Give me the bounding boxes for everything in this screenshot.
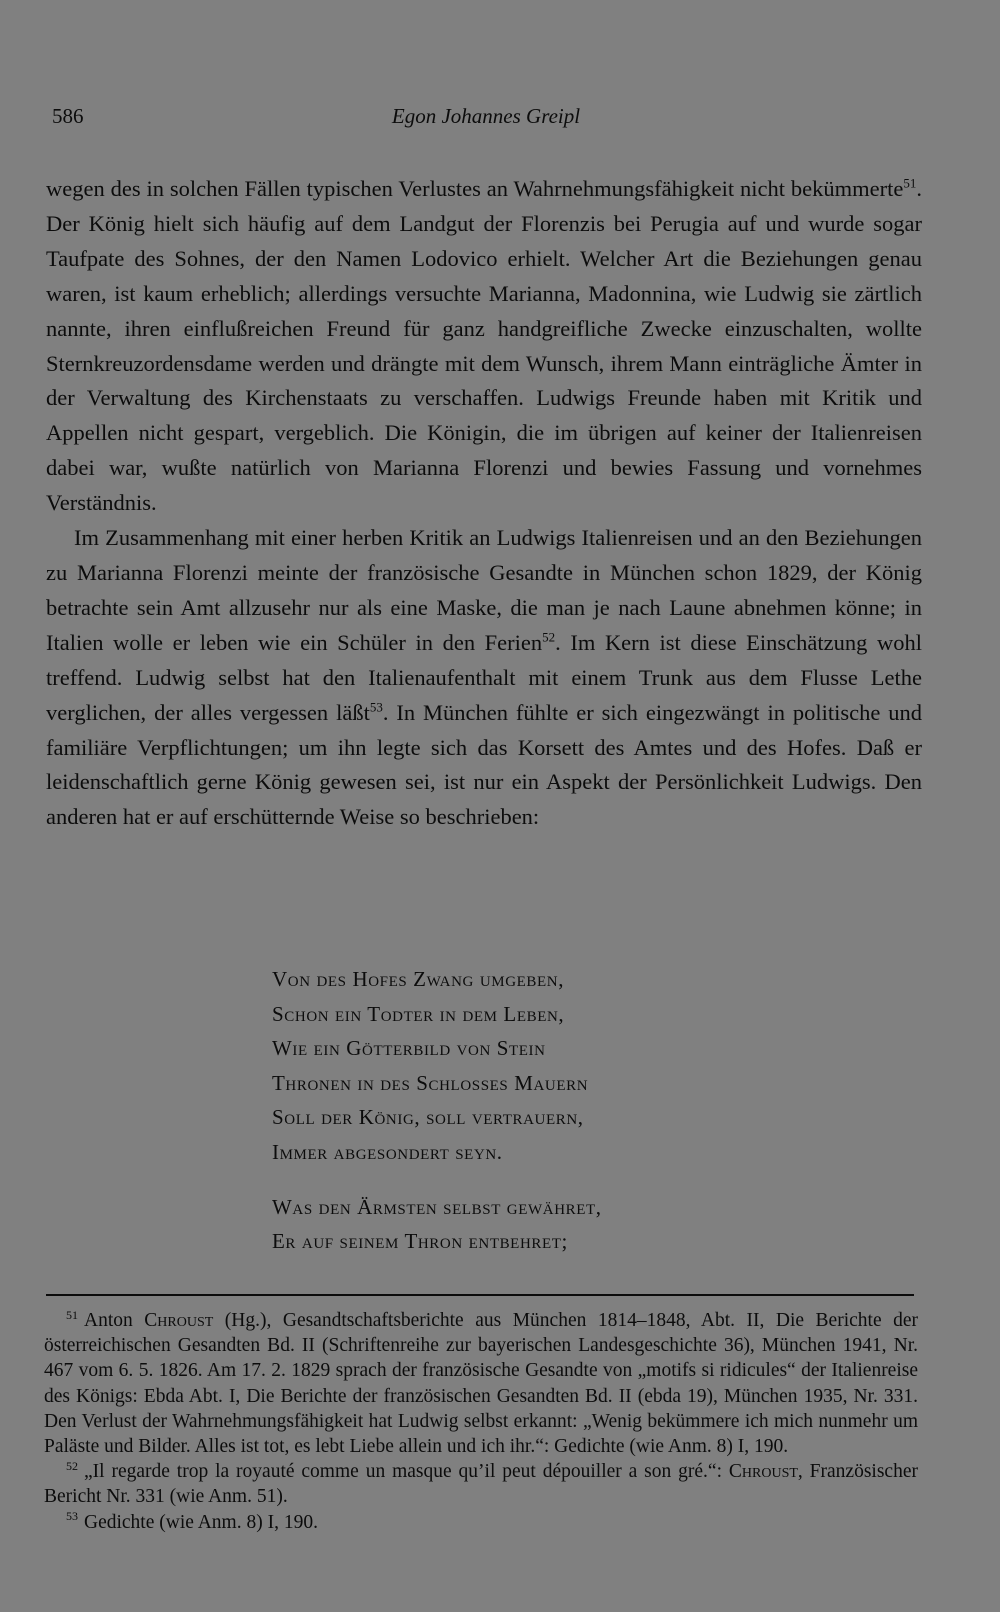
footnote-mark: 53 (66, 1509, 78, 1524)
page-header (52, 104, 920, 138)
poem-line: Was den Ärmsten selbst gewähret, (272, 1194, 602, 1219)
poem-line: Immer abgesondert seyn. (272, 1139, 503, 1164)
text-run: „Il regarde trop la royauté comme un masque qu’il peut dépouiller a son gré.“: (84, 1461, 729, 1483)
poem-line: Schon ein Todter in dem Leben, (272, 1001, 565, 1026)
footnote-52 (44, 1459, 918, 1509)
poem (272, 962, 602, 1259)
footnote-51 (44, 1308, 918, 1459)
poem-stanza-1 (272, 962, 602, 1170)
text-run: . Im Kern ist diese Einschätzung wohl treffend. Ludwig selbst hat den Italienaufenthalt mit einem Trunk aus dem Flusse Lethe verglichen, der alles vergessen läßt (46, 629, 922, 725)
running-head: Egon Johannes Greipl (391, 104, 581, 128)
poem-stanza-2 (272, 1190, 602, 1259)
footnote-mark: 52 (66, 1458, 78, 1473)
poem-line: Wie ein Götterbild von Stein (272, 1036, 546, 1061)
body-text (46, 172, 922, 835)
footnotes (44, 1308, 918, 1535)
text-run: (Hg.), Gesandtschaftsberichte aus München 1814–1848, Abt. II, Die Berichte der österreichischen Gesandten Bd. II (Schriftenreihe zur bayerischen Landesgeschichte 36), München 1941, Nr. 467 vom 6. 5. 1826. Am 17. 2. 1829 sprach der französische Gesandte von „motifs si ridicules“ der Italienreise des Königs: Ebda Abt. I, Die Berichte der französischen Gesandten Bd. II (ebda 19), München 1935, Nr. 331. Den Verlust der Wahrnehmungsfähigkeit hat Ludwig selbst erkannt: „Wenig bekümmere ich mich nunmehr um Paläste und Bilder. Alles ist tot, es lebt Liebe allein und ich ihr.“: Gedichte (wie Anm. 8) I, 190. (44, 1310, 919, 1458)
footnote-ref-53: 53 (369, 699, 383, 715)
poem-line: Thronen in des Schlosses Mauern (272, 1070, 589, 1095)
poem-line: Von des Hofes Zwang umgeben, (272, 967, 565, 991)
text-run: Gedichte (wie Anm. 8) I, 190. (84, 1511, 318, 1533)
footnote-ref-51: 51 (903, 175, 917, 191)
footnote-ref-52: 52 (542, 629, 556, 645)
text-run: . In München fühlte er sich eingezwängt in politische und familiäre Verpflichtungen; um ihn legte sich das Korsett des Amtes und des Hofes. Daß er leidenschaftlich gerne König gewesen sei, ist nur ein Aspekt der Persönlichkeit Ludwigs. Den anderen hat er auf erschütternde Weise so beschrieben: (46, 699, 922, 830)
footnote-separator (46, 1294, 914, 1296)
page-number: 586 (52, 104, 84, 128)
footnote-53 (44, 1510, 918, 1535)
footnote-mark: 51 (66, 1307, 78, 1322)
paragraph-1 (46, 172, 922, 521)
author-name: Chroust (144, 1310, 214, 1331)
text-run: wegen des in solchen Fällen typischen Verlustes an Wahrnehmungsfähigkeit nicht bekümmerte (46, 176, 904, 201)
text-run: Anton (84, 1310, 145, 1331)
text-run: . Der König hielt sich häufig auf dem Landgut der Florenzis bei Perugia auf und wurde sogar Taufpate des Sohnes, der den Namen Lodovico erhielt. Welcher Art die Beziehungen genau waren, ist kaum erheblich; allerdings versuchte Marianna, Madonnina, wie Ludwig sie zärtlich nannte, ihren einflußreichen Freund für ganz handgreifliche Zwecke einzuschalten, wollte Sternkreuzordensdame werden und drängte mit dem Wunsch, ihrem Mann einträgliche Ämter in der Verwaltung des Kirchenstaats zu verschaffen. Ludwigs Freunde haben mit Kritik und Appellen nicht gespart, vergeblich. Die Königin, die im übrigen auf keiner der Italienreisen dabei war, wußte natürlich von Marianna Florenzi und bewies Fassung und vornehmes Verständnis. (46, 176, 922, 516)
text-run: Im Zusammenhang mit einer herben Kritik an Ludwigs Italienreisen und an den Beziehungen zu Marianna Florenzi meinte der französische Gesandte in München schon 1829, der König betrachte sein Amt allzusehr nur als eine Maske, die man je nach Laune abnehmen könne; in Italien wolle er leben wie ein Schüler in den Ferien (46, 525, 922, 655)
author-name: Chroust (728, 1461, 798, 1483)
paragraph-2 (46, 521, 922, 835)
text-run: , Französischer Bericht Nr. 331 (wie Anm. 51). (44, 1461, 918, 1508)
poem-line: Er auf seinem Thron entbehret; (272, 1229, 568, 1254)
poem-line: Soll der König, soll vertrauern, (272, 1105, 584, 1130)
